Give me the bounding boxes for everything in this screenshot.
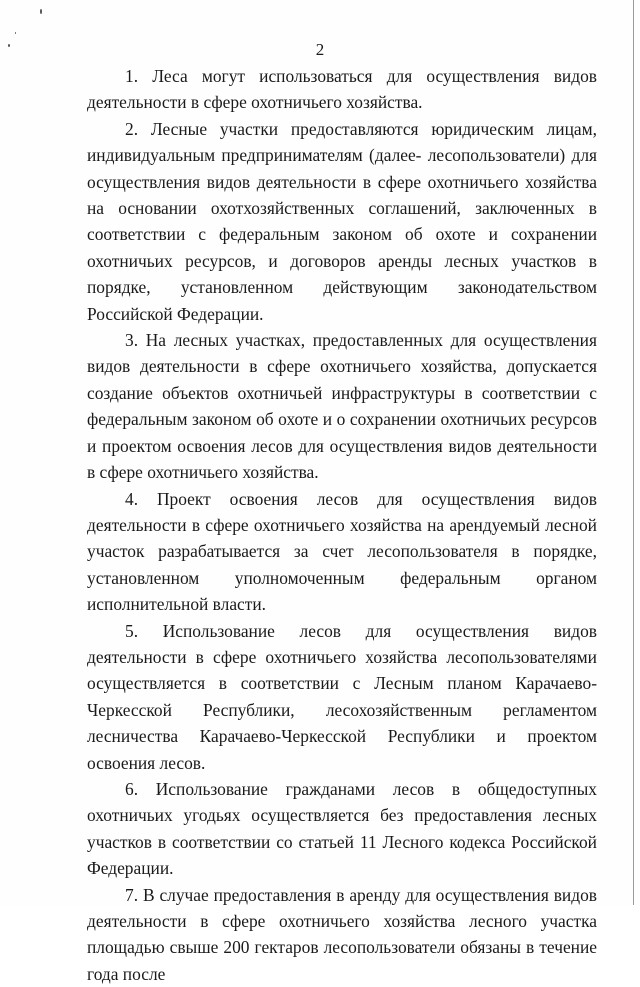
page-edge-line	[633, 0, 634, 905]
paragraph-3: 3. На лесных участках, предоставленных для осуществления видов деятельности в сфере охотничьего хозяйства, допускается создание объектов охотничьей инфраструктуры в соответствии с федеральным законом об охоте и о сохранении охотничьих ресурсов и проектом освоения лесов для осуществления видов деятельности в сфере охотничьего хозяйства.	[87, 330, 597, 483]
scan-speck	[15, 32, 16, 34]
paragraph-2: 2. Лесные участки предоставляются юридическим лицам, индивидуальным предпринимателям (далее- лесопользователи) для осуществления видов деятельности в сфере охотничьего хозяйства на основании охотхозяйственных соглашений, заключенных в соответствии с федеральным законом об охоте и сохранении охотничьих ресурсов, и договоров аренды лесных участков в порядке, установленном действующим законодательством Российской Федерации.	[87, 118, 597, 324]
paragraph-6: 6. Использование гражданами лесов в общедоступных охотничьих угодьях осуществляется без предоставления лесных участков в соответствии со статьей 11 Лесного кодекса Российской Федерации.	[87, 778, 597, 879]
scan-speck	[40, 9, 42, 14]
page-number: 2	[315, 40, 325, 59]
document-body	[87, 63, 597, 987]
paragraph-1: 1. Леса могут использоваться для осуществления видов деятельности в сфере охотничьего хозяйства.	[87, 66, 597, 113]
paragraph-7: 7. В случае предоставления в аренду для осуществления видов деятельности в сфере охотничьего хозяйства лесного участка площадью свыше 200 гектаров лесопользователи обязаны в течение года после	[87, 884, 597, 984]
paragraph-4: 4. Проект освоения лесов для осуществления видов деятельности в сфере охотничьего хозяйства на арендуемый лесной участок разрабатывается за счет лесопользователя в порядке, установленном уполномоченным федеральным органом исполнительной власти.	[87, 488, 597, 615]
paragraph-5: 5. Использование лесов для осуществления видов деятельности в сфере охотничьего хозяйства лесопользователями осуществляется в соответствии с Лесным планом Карачаево-Черкесской Республики, лесохозяйственным регламентом лесничества Карачаево-Черкесской Республики и проектом освоения лесов.	[87, 620, 597, 773]
